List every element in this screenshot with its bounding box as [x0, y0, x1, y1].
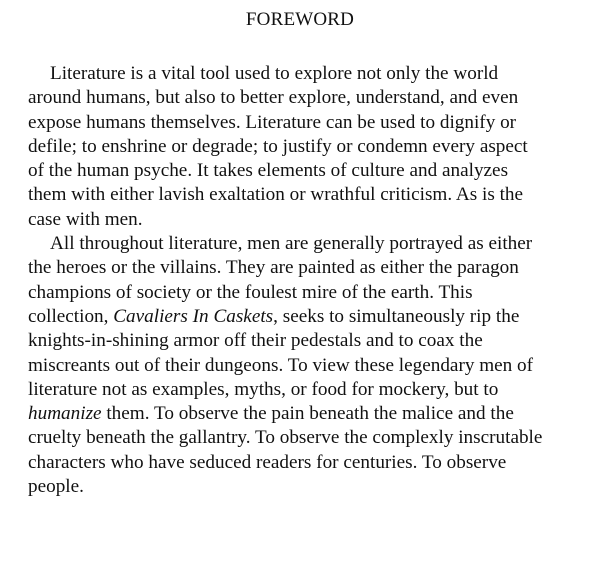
text-segment: them. To observe the pain beneath the malice and the	[101, 403, 514, 425]
book-title: Cavaliers In Caskets	[113, 305, 274, 327]
text-line: All throughout literature, men are generally portrayed as either	[50, 233, 533, 255]
page-title: FOREWORD	[245, 9, 355, 30]
text-line: champions of society or the foulest mire of the earth. This	[28, 281, 473, 303]
text-line: people.	[28, 476, 84, 498]
text-line	[28, 305, 573, 329]
text-line: of the human psyche. It takes elements of culture and analyzes	[28, 160, 509, 182]
text-line: case with men.	[28, 208, 143, 230]
text-line	[28, 402, 573, 426]
document-body	[28, 62, 573, 499]
text-line: the heroes or the villains. They are painted as either the paragon	[28, 257, 519, 279]
text-segment: , seeks to simultaneously rip the	[273, 305, 520, 327]
text-line: defile; to enshrine or degrade; to justify or condemn every aspect	[28, 135, 528, 157]
text-line: characters who have seduced readers for centuries. To observe	[28, 451, 507, 473]
text-line: expose humans themselves. Literature can be used to dignify or	[28, 111, 517, 133]
text-line: miscreants out of their dungeons. To view these legendary men of	[28, 354, 534, 376]
text-line: cruelty beneath the gallantry. To observe the complexly inscrutable	[28, 427, 543, 449]
text-line: Literature is a vital tool used to explore not only the world	[50, 63, 499, 84]
text-line: literature not as examples, myths, or food for mockery, but to	[28, 378, 499, 400]
paragraph-1	[28, 62, 573, 232]
text-line: them with either lavish exaltation or wrathful criticism. As is the	[28, 184, 524, 206]
text-line: around humans, but also to better explore, understand, and even	[28, 87, 519, 109]
text-line: knights-in-shining armor off their pedestals and to coax the	[28, 330, 483, 352]
paragraph-2	[28, 232, 573, 499]
text-segment: collection,	[28, 305, 114, 327]
emphasis-word: humanize	[28, 403, 102, 425]
